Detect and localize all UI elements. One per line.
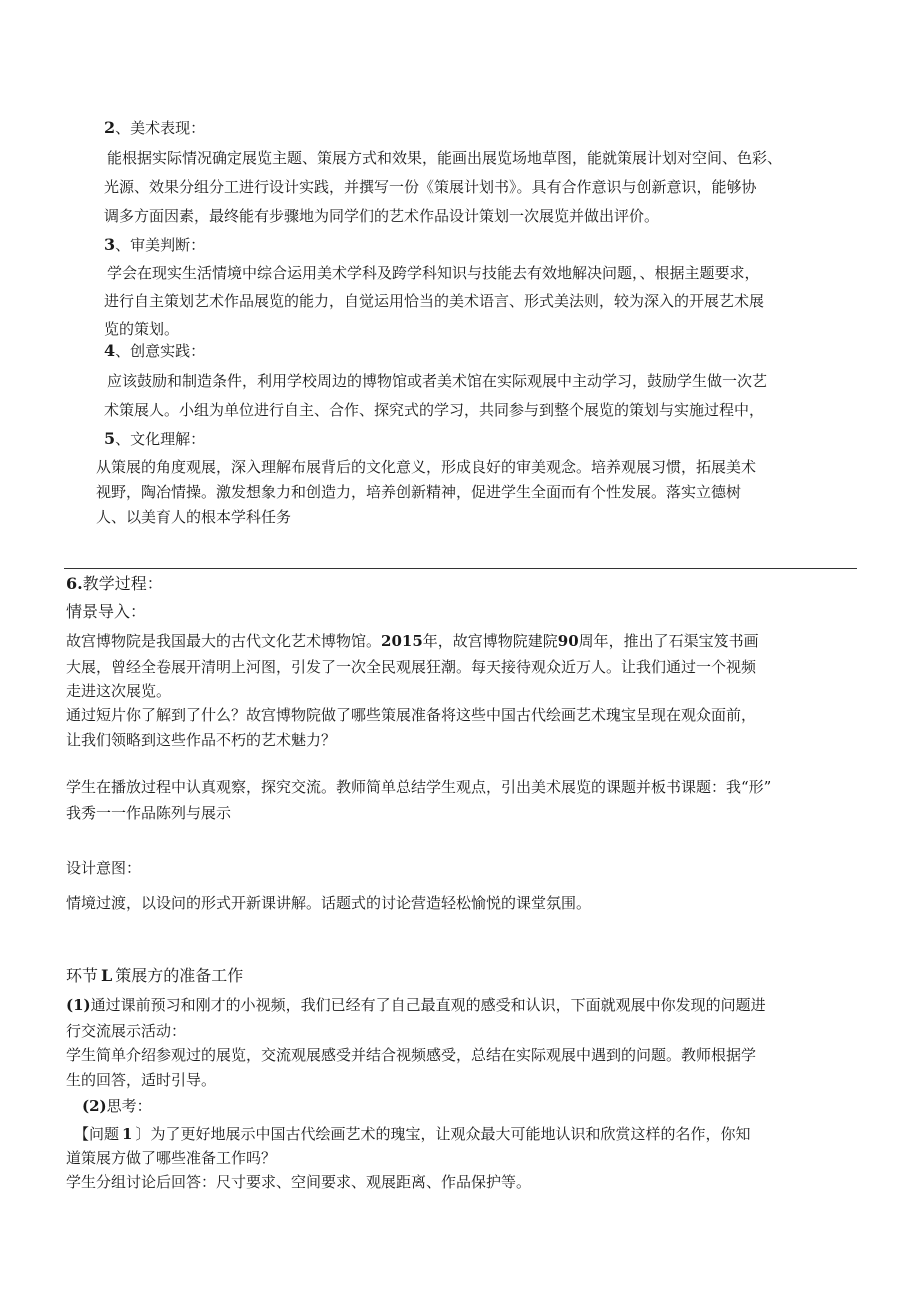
year-number: 2015: [381, 632, 423, 650]
text-segment: 环节: [66, 966, 99, 985]
paragraph-line: 进行自主策划艺术作品展览的能力，自觉运用恰当的美术语言、形式美法则，较为深入的开展艺术展: [104, 292, 765, 310]
paragraph-line: 览的策划。: [104, 320, 180, 338]
text-segment: 周年，推出了石渠宝笈书画: [578, 632, 759, 650]
paragraph-line: 走进这次展览。: [66, 682, 172, 700]
item-number: (1): [66, 996, 91, 1014]
paragraph-line: 学生分组讨论后回答：尺寸要求、空间要求、观展距离、作品保护等。: [66, 1173, 532, 1191]
anniversary-number: 90: [557, 632, 579, 650]
paragraph-line: 人、以美育人的根本学科任务: [96, 508, 292, 526]
paragraph-line: 视野，陶冶情操。激发想象力和创造力，培养创新精神，促进学生全面而有个性发展。落实立德树: [96, 483, 742, 501]
paragraph-line: [66, 630, 759, 652]
scene-intro-label: 情景导入：: [66, 602, 147, 621]
paragraph-line: 生的回答，适时引导。: [66, 1071, 217, 1089]
paragraph-line: [66, 994, 766, 1016]
heading-text: 、美术表现：: [115, 119, 206, 137]
paragraph-line: 术策展人。小组为单位进行自主、合作、探究式的学习，共同参与到整个展览的策划与实施过程中，: [104, 401, 765, 419]
design-intent-label: 设计意图：: [66, 859, 142, 877]
paragraph-line: 调多方面因素，最终能有步骤地为同学们的艺术作品设计策划一次展览并做出评价。: [104, 207, 660, 225]
paragraph-line: 光源、效果分组分工进行设计实践，并撰写一份《策展计划书》。具有合作意识与创新意识，能够协: [104, 178, 757, 196]
paragraph-line: 通过短片你了解到了什么？故宫博物院做了哪些策展准备将这些中国古代绘画艺术瑰宝呈现在观众面前，: [66, 706, 757, 724]
paragraph-line: 从策展的角度观展，深入理解布展背后的文化意义，形成良好的审美观念。培养观展习惯，拓展美术: [96, 458, 757, 476]
heading-number: 6.: [66, 574, 83, 593]
heading-text: 、审美判断：: [115, 236, 206, 254]
section-divider: [64, 568, 857, 569]
paragraph-line: 能根据实际情况确定展览主题、策展方式和效果，能画出展览场地草图，能就策展计划对空间、色彩、: [107, 149, 783, 167]
text-segment: 年，故宫博物院建院: [422, 632, 558, 650]
paragraph-line: 学生在播放过程中认真观察，探究交流。教师简单总结学生观点，引出美术展览的课题并板书课题：我“形”: [66, 778, 772, 796]
item-number: (2): [82, 1097, 107, 1115]
heading-text: 、创意实践：: [115, 342, 206, 360]
paragraph-line: 学生简单介绍参观过的展览，交流观展感受并结合视频感受，总结在实际观展中遇到的问题。教师根据学: [66, 1046, 757, 1064]
text-segment: 【问题: [74, 1125, 120, 1143]
think-heading: [82, 1095, 152, 1117]
heading-aesthetic-judgment: [104, 234, 205, 256]
step-1-heading: [66, 965, 243, 987]
paragraph-line: 大展，曾经全卷展开清明上河图，引发了一次全民观展狂潮。每天接待观众近万人。让我们通过一个视频: [66, 658, 757, 676]
design-intent-text: 情境过渡，以设问的形式开新课讲解。话题式的讨论营造轻松愉悦的课堂氛围。: [66, 894, 592, 912]
heading-number: 4: [104, 341, 116, 360]
heading-number: 3: [104, 235, 116, 254]
heading-number: 2: [104, 118, 116, 137]
paragraph-line: 行交流展示活动：: [66, 1022, 187, 1040]
paragraph-line: [74, 1123, 750, 1145]
heading-text: 、文化理解：: [115, 430, 206, 448]
text-segment: 〕为了更好地展示中国古代绘画艺术的瑰宝，让观众最大可能地认识和欣赏这样的名作，你知: [135, 1125, 751, 1143]
heading-art-expression: [104, 117, 205, 139]
text-segment: 思考：: [106, 1097, 152, 1115]
paragraph-line: 让我们领略到这些作品不朽的艺术魅力？: [66, 731, 337, 749]
heading-text: 教学过程：: [82, 574, 163, 593]
heading-creative-practice: [104, 340, 205, 362]
paragraph-line: 道策展方做了哪些准备工作吗？: [66, 1149, 277, 1167]
problem-number: 1: [122, 1125, 133, 1143]
heading-cultural-understanding: [104, 428, 205, 450]
heading-number: 5: [104, 429, 116, 448]
paragraph-line: 我秀一一作品陈列与展示: [66, 804, 232, 822]
text-segment: 故宫博物院是我国最大的古代文化艺术博物馆。: [66, 632, 382, 650]
step-number: L: [101, 966, 113, 985]
paragraph-line: 应该鼓励和制造条件，利用学校周边的博物馆或者美术馆在实际观展中主动学习，鼓励学生做一次艺: [107, 372, 768, 390]
paragraph-line: 学会在现实生活情境中综合运用美术学科及跨学科知识与技能去有效地解决问题，、根据主题要求，: [107, 264, 760, 282]
text-segment: 通过课前预习和刚才的小视频，我们已经有了自己最直观的感受和认识，下面就观展中你发现的问题进: [90, 996, 766, 1014]
text-segment: 策展方的准备工作: [115, 966, 244, 985]
heading-teaching-process: [66, 573, 163, 595]
